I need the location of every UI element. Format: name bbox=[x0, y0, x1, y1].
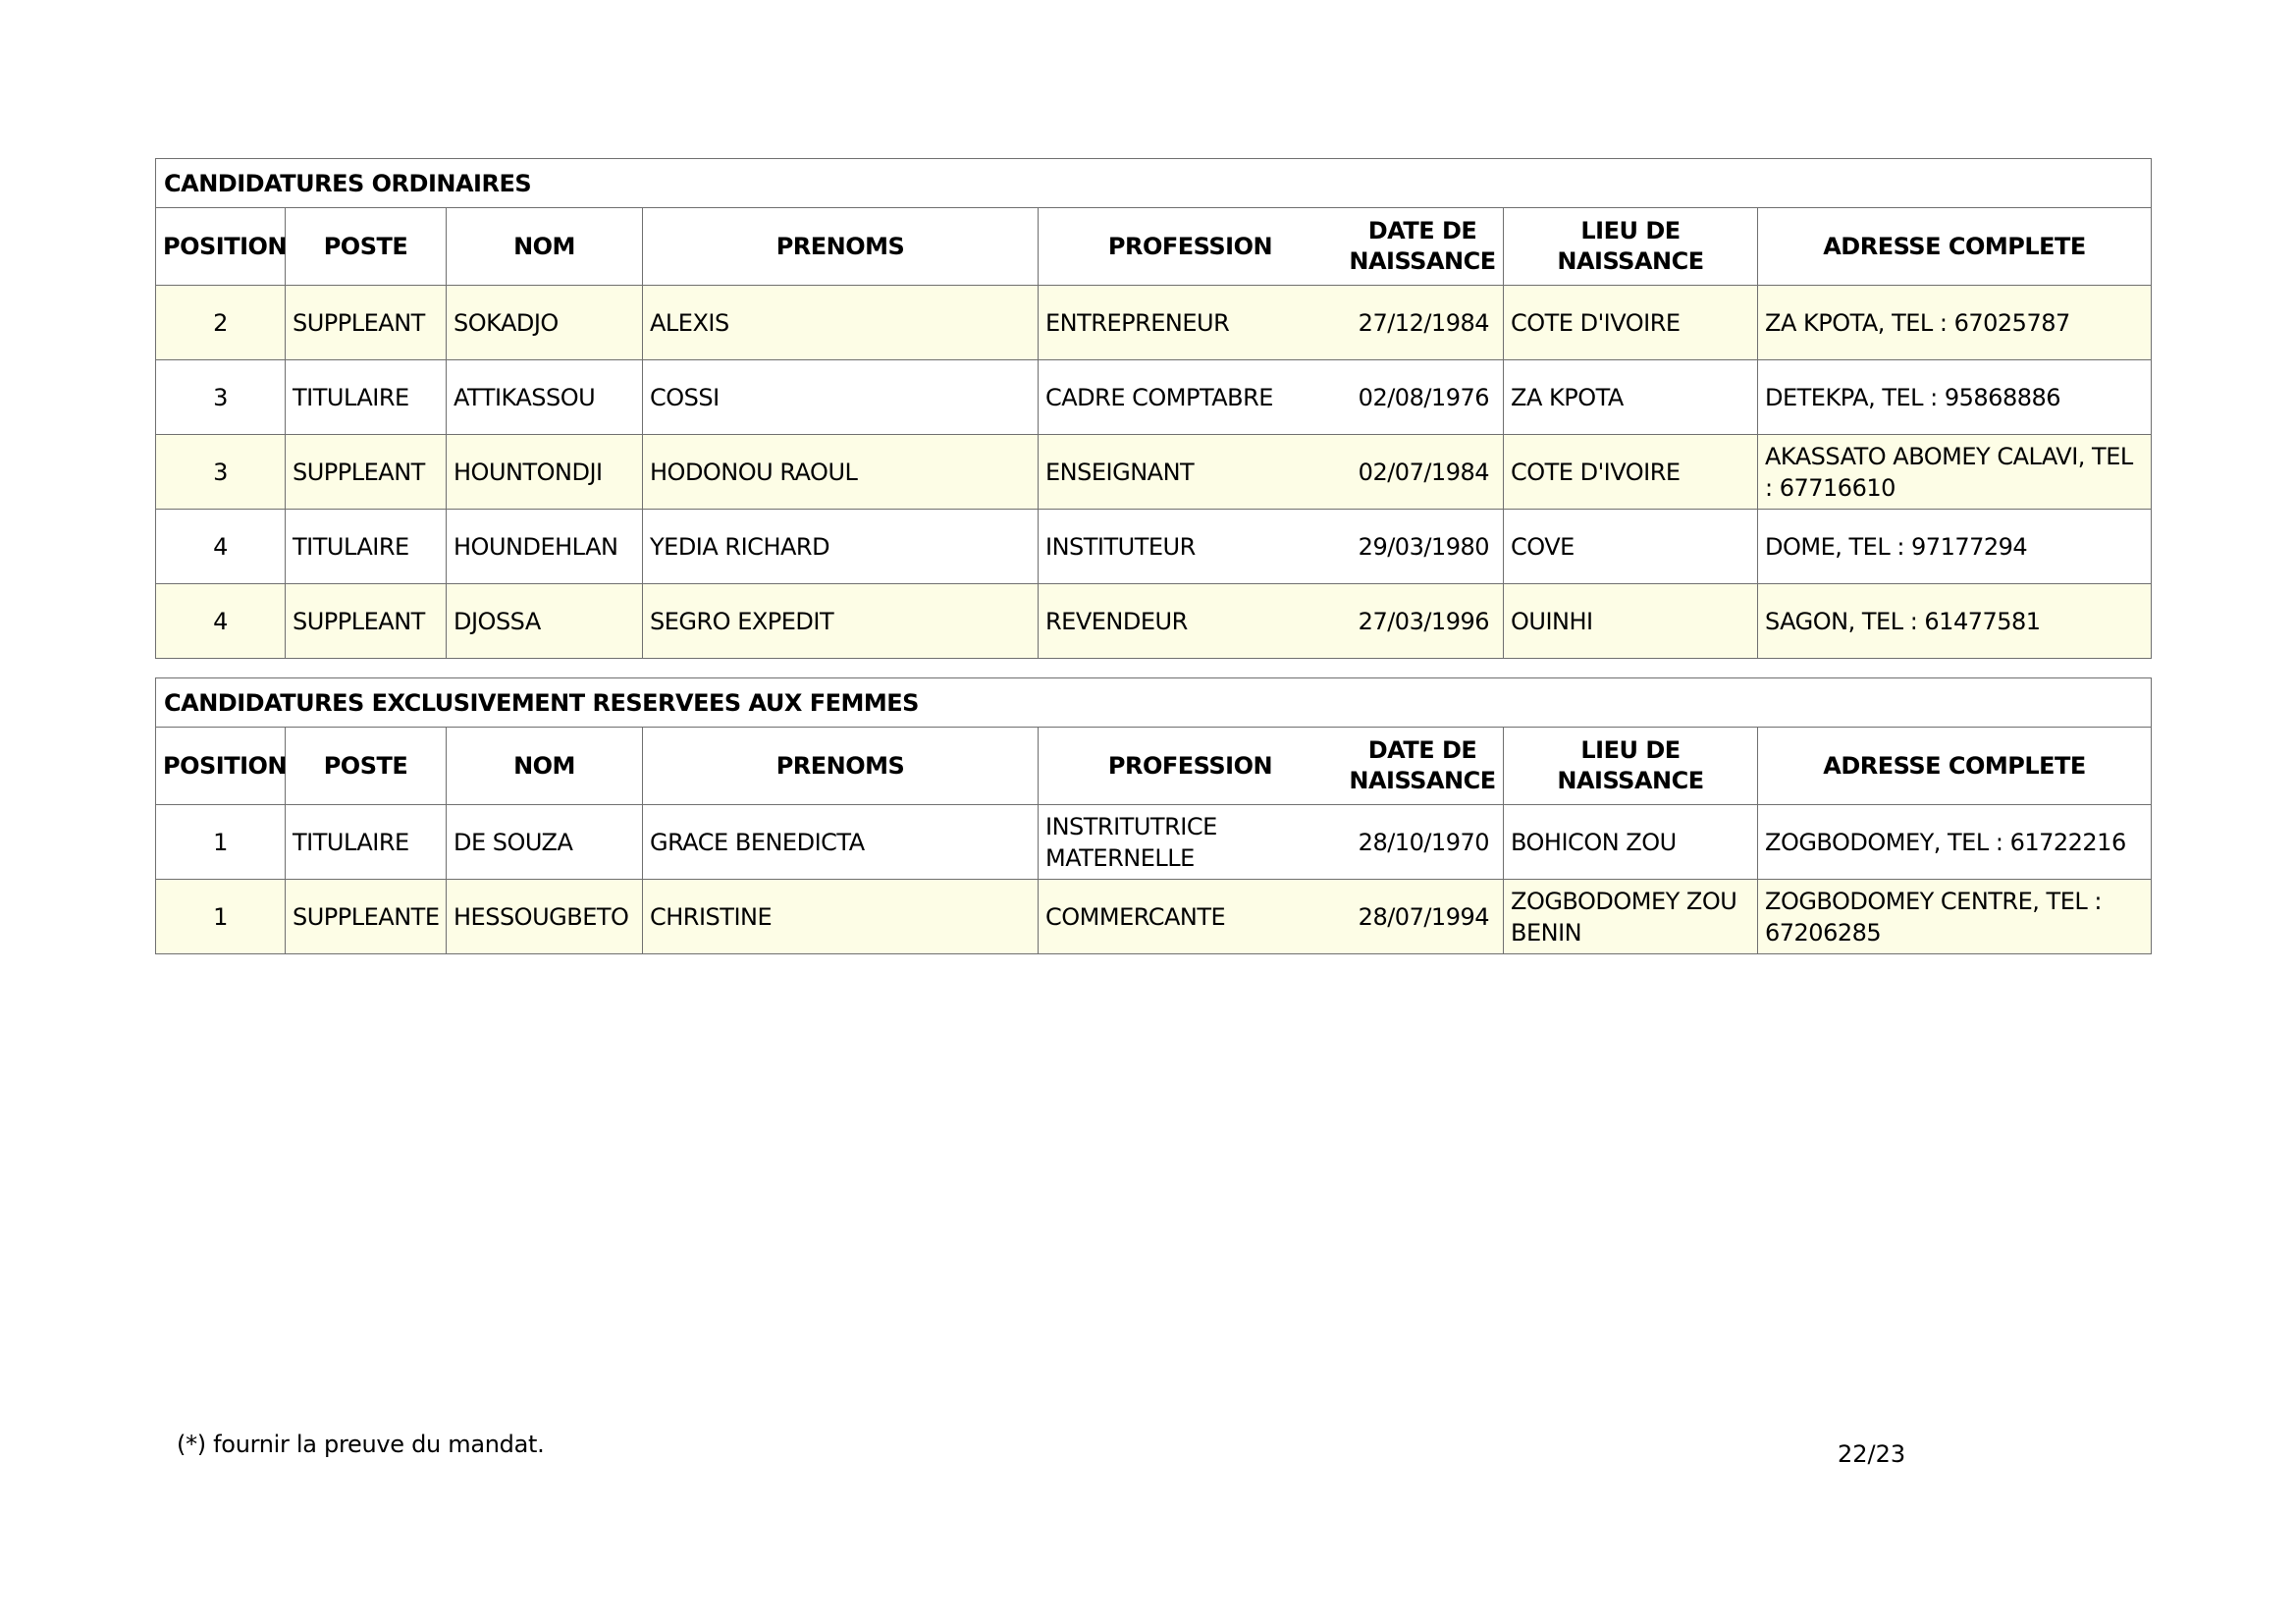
table-row bbox=[156, 360, 2152, 435]
cell-profession: REVENDEUR bbox=[1045, 607, 1188, 635]
cell-profession: ENSEIGNANT bbox=[1045, 458, 1195, 486]
cell-nom: HESSOUGBETO bbox=[447, 880, 643, 954]
header-nom: NOM bbox=[447, 208, 643, 286]
cell-poste: SUPPLEANT bbox=[286, 584, 447, 659]
cell-nom: HOUNDEHLAN bbox=[447, 510, 643, 584]
header-poste: POSTE bbox=[286, 208, 447, 286]
cell-profession-date bbox=[1039, 880, 1504, 954]
table-row bbox=[156, 805, 2152, 880]
section-title: CANDIDATURES ORDINAIRES bbox=[156, 159, 2152, 208]
header-nom: NOM bbox=[447, 728, 643, 805]
cell-profession: INSTITUTEUR bbox=[1045, 532, 1196, 561]
cell-nom: DE SOUZA bbox=[447, 805, 643, 880]
cell-date: 29/03/1980 bbox=[1358, 532, 1489, 561]
cell-date: 28/10/1970 bbox=[1358, 828, 1489, 856]
cell-date: 02/08/1976 bbox=[1358, 383, 1489, 411]
table-row bbox=[156, 584, 2152, 659]
cell-position: 4 bbox=[156, 584, 286, 659]
cell-profession-date bbox=[1039, 435, 1504, 510]
header-profession: PROFESSION bbox=[1107, 751, 1273, 780]
cell-lieu: BOHICON ZOU bbox=[1504, 805, 1758, 880]
cell-date: 02/07/1984 bbox=[1358, 458, 1489, 486]
header-profession-date bbox=[1039, 728, 1504, 805]
header-date-line1: DATE DE bbox=[1367, 736, 1477, 764]
table-row bbox=[156, 286, 2152, 360]
cell-poste: TITULAIRE bbox=[286, 360, 447, 435]
header-prenoms: PRENOMS bbox=[643, 208, 1039, 286]
header-profession-date bbox=[1039, 208, 1504, 286]
cell-poste: TITULAIRE bbox=[286, 805, 447, 880]
cell-profession-date bbox=[1039, 286, 1504, 360]
cell-lieu: ZOGBODOMEY ZOU BENIN bbox=[1504, 880, 1758, 954]
header-position: POSITION bbox=[156, 208, 286, 286]
header-row bbox=[156, 728, 2152, 805]
cell-adresse: ZOGBODOMEY, TEL : 61722216 bbox=[1758, 805, 2152, 880]
cell-profession: INSTRITUTRICE MATERNELLE bbox=[1045, 812, 1217, 872]
section-ordinaires bbox=[155, 158, 2151, 659]
cell-profession: ENTREPRENEUR bbox=[1045, 308, 1230, 337]
cell-adresse: DETEKPA, TEL : 95868886 bbox=[1758, 360, 2152, 435]
cell-poste: SUPPLEANT bbox=[286, 435, 447, 510]
cell-position: 4 bbox=[156, 510, 286, 584]
cell-adresse: ZA KPOTA, TEL : 67025787 bbox=[1758, 286, 2152, 360]
cell-prenoms: COSSI bbox=[643, 360, 1039, 435]
header-lieu: LIEU DE NAISSANCE bbox=[1504, 208, 1758, 286]
cell-date: 27/03/1996 bbox=[1358, 607, 1489, 635]
cell-prenoms: CHRISTINE bbox=[643, 880, 1039, 954]
header-date-line1: DATE DE bbox=[1367, 217, 1477, 244]
header-lieu: LIEU DE NAISSANCE bbox=[1504, 728, 1758, 805]
header-adresse: ADRESSE COMPLETE bbox=[1758, 208, 2152, 286]
table-femmes bbox=[155, 677, 2152, 954]
cell-prenoms: GRACE BENEDICTA bbox=[643, 805, 1039, 880]
cell-lieu: COTE D'IVOIRE bbox=[1504, 435, 1758, 510]
header-date bbox=[1342, 216, 1503, 277]
cell-prenoms: ALEXIS bbox=[643, 286, 1039, 360]
cell-profession: COMMERCANTE bbox=[1045, 902, 1226, 931]
cell-position: 3 bbox=[156, 360, 286, 435]
cell-profession-date bbox=[1039, 360, 1504, 435]
cell-lieu: COVE bbox=[1504, 510, 1758, 584]
cell-prenoms: HODONOU RAOUL bbox=[643, 435, 1039, 510]
table-row bbox=[156, 510, 2152, 584]
header-prenoms: PRENOMS bbox=[643, 728, 1039, 805]
cell-adresse: AKASSATO ABOMEY CALAVI, TEL : 67716610 bbox=[1758, 435, 2152, 510]
header-row bbox=[156, 208, 2152, 286]
table-row bbox=[156, 435, 2152, 510]
table-ordinaires bbox=[155, 158, 2152, 659]
cell-nom: SOKADJO bbox=[447, 286, 643, 360]
cell-poste: TITULAIRE bbox=[286, 510, 447, 584]
table-row bbox=[156, 880, 2152, 954]
cell-position: 1 bbox=[156, 805, 286, 880]
cell-adresse: ZOGBODOMEY CENTRE, TEL : 67206285 bbox=[1758, 880, 2152, 954]
cell-nom: ATTIKASSOU bbox=[447, 360, 643, 435]
cell-profession-date bbox=[1039, 805, 1504, 880]
cell-profession-date bbox=[1039, 584, 1504, 659]
cell-prenoms: YEDIA RICHARD bbox=[643, 510, 1039, 584]
header-position: POSITION bbox=[156, 728, 286, 805]
cell-position: 1 bbox=[156, 880, 286, 954]
cell-nom: HOUNTONDJI bbox=[447, 435, 643, 510]
cell-profession: CADRE COMPTABRE bbox=[1045, 383, 1273, 411]
cell-poste: SUPPLEANT bbox=[286, 286, 447, 360]
cell-date: 28/07/1994 bbox=[1358, 902, 1489, 931]
cell-lieu: ZA KPOTA bbox=[1504, 360, 1758, 435]
cell-lieu: OUINHI bbox=[1504, 584, 1758, 659]
header-poste: POSTE bbox=[286, 728, 447, 805]
cell-position: 3 bbox=[156, 435, 286, 510]
header-date-line2: NAISSANCE bbox=[1349, 247, 1496, 275]
cell-lieu: COTE D'IVOIRE bbox=[1504, 286, 1758, 360]
section-femmes bbox=[155, 677, 2151, 954]
header-adresse: ADRESSE COMPLETE bbox=[1758, 728, 2152, 805]
header-profession: PROFESSION bbox=[1107, 232, 1273, 260]
footnote: (*) fournir la preuve du mandat. bbox=[177, 1431, 545, 1458]
cell-nom: DJOSSA bbox=[447, 584, 643, 659]
header-date bbox=[1342, 735, 1503, 796]
cell-adresse: DOME, TEL : 97177294 bbox=[1758, 510, 2152, 584]
cell-profession-date bbox=[1039, 510, 1504, 584]
header-date-line2: NAISSANCE bbox=[1349, 767, 1496, 794]
section-title: CANDIDATURES EXCLUSIVEMENT RESERVEES AUX FEMMES bbox=[156, 678, 2152, 728]
cell-position: 2 bbox=[156, 286, 286, 360]
page-number: 22/23 bbox=[1838, 1440, 1906, 1468]
cell-date: 27/12/1984 bbox=[1358, 308, 1489, 337]
cell-prenoms: SEGRO EXPEDIT bbox=[643, 584, 1039, 659]
cell-adresse: SAGON, TEL : 61477581 bbox=[1758, 584, 2152, 659]
cell-poste: SUPPLEANTE bbox=[286, 880, 447, 954]
